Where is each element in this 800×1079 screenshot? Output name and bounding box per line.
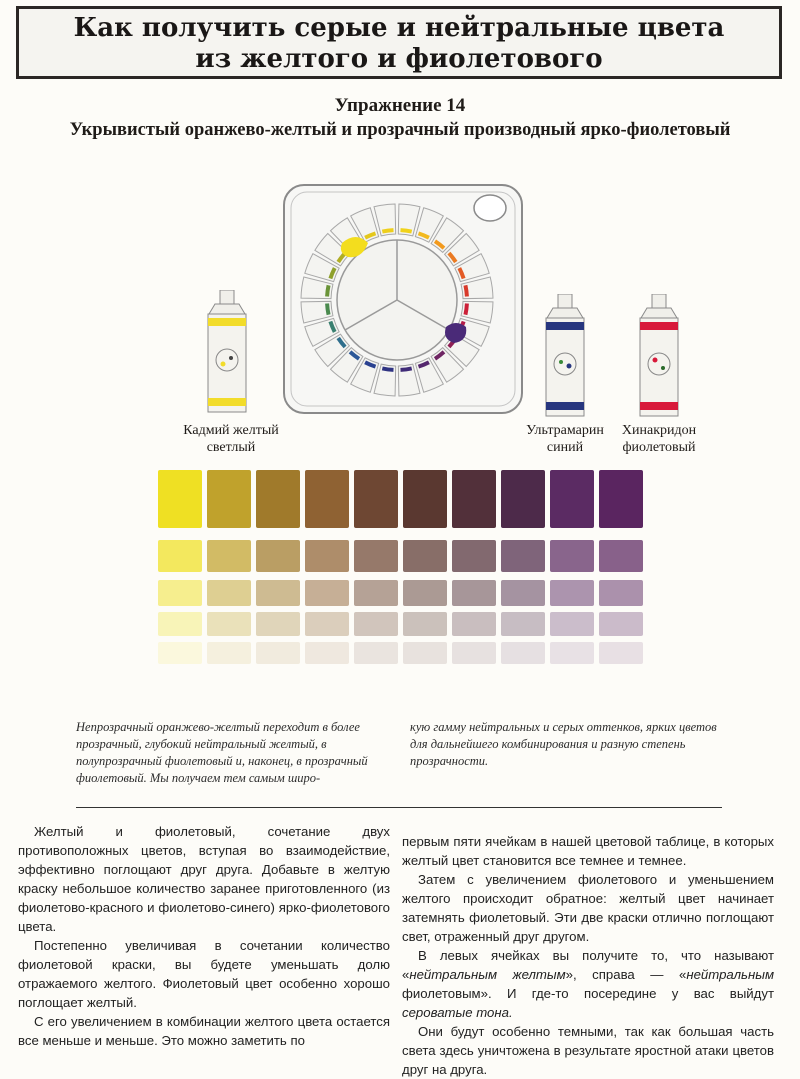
color-swatch: [403, 470, 447, 528]
caption-left: Непрозрачный оранжево-желтый переходит в более прозрачный, глубокий нейтральный желтый, в полупрозрачный фиолетовый и, наконец, в прозрачный фиолетовый. Мы получаем тем самым широ-: [76, 720, 368, 785]
color-swatch: [501, 470, 545, 528]
color-swatch: [403, 642, 447, 664]
page-title-line1: Как получить серые и нейтральные цвета: [73, 13, 725, 43]
exercise-number: Упражнение 14: [334, 95, 466, 116]
color-swatch: [158, 642, 202, 664]
color-swatch: [550, 540, 594, 572]
body-paragraph: Они будут особенно темными, так как большая часть света здесь уничтожена в результате яростной атаки цветов друг на друга.: [402, 1024, 774, 1077]
color-swatch: [599, 612, 643, 636]
color-swatch: [452, 540, 496, 572]
color-swatch: [207, 470, 251, 528]
color-swatch: [305, 642, 349, 664]
color-swatch: [501, 580, 545, 606]
color-swatch: [599, 580, 643, 606]
color-swatch: [256, 580, 300, 606]
color-swatch: [256, 642, 300, 664]
color-swatch: [599, 642, 643, 664]
body-paragraph: В левых ячейках вы получите то, что называют «нейтральным желтым», справа — «нейтральным фиолетовым». И где-то посередине у вас выйдут сероватые тона.: [402, 948, 774, 1020]
color-swatch-grid: [158, 470, 648, 690]
color-swatch: [501, 612, 545, 636]
section-divider: [76, 807, 722, 808]
color-swatch: [501, 540, 545, 572]
color-swatch: [599, 470, 643, 528]
color-swatch: [207, 540, 251, 572]
color-swatch: [354, 612, 398, 636]
body-paragraph: С его увеличением в комбинации желтого цвета остается все меньше и меньше. Это можно заметить по: [18, 1014, 390, 1048]
color-swatch: [599, 540, 643, 572]
color-swatch: [354, 540, 398, 572]
cadmium-yellow-label: Кадмий желтый светлый: [183, 423, 279, 455]
body-column-left: [18, 822, 390, 1050]
color-swatch: [550, 470, 594, 528]
color-swatch: [158, 540, 202, 572]
color-swatch: [403, 580, 447, 606]
ultramarine-blue-label: Ультрамарин синий: [526, 423, 604, 455]
caption-right: кую гамму нейтральных и серых оттенков, ярких цветов для дальнейшего комбинирования и разную степень прозрачности.: [410, 720, 717, 768]
color-swatch: [256, 612, 300, 636]
body-column-right: [402, 832, 774, 1079]
ultramarine-blue-tube: [541, 294, 589, 420]
color-swatch: [452, 470, 496, 528]
color-swatch: [452, 612, 496, 636]
color-swatch: [207, 580, 251, 606]
color-swatch: [305, 470, 349, 528]
color-swatch: [305, 580, 349, 606]
color-swatch: [452, 642, 496, 664]
color-swatch: [305, 540, 349, 572]
color-swatch: [452, 580, 496, 606]
color-swatch: [256, 470, 300, 528]
exercise-subtitle: Укрывистый оранжево-желтый и прозрачный производный ярко-фиолетовый: [69, 120, 731, 140]
color-swatch: [354, 580, 398, 606]
color-swatch: [403, 540, 447, 572]
body-paragraph: первым пяти ячейкам в нашей цветовой таблице, в которых желтый цвет становится все темнее и темнее.: [402, 834, 774, 868]
title-banner: [16, 6, 782, 79]
color-swatch: [403, 612, 447, 636]
color-swatch: [207, 612, 251, 636]
color-swatch: [158, 580, 202, 606]
color-swatch: [158, 470, 202, 528]
color-swatch: [256, 540, 300, 572]
body-paragraph: Желтый и фиолетовый, сочетание двух противоположных цветов, вступая во взаимодействие, эффективно поглощают друг друга. Добавьте в желтую краску небольшое количество заранее приготовленного (из фиолетово-красного и фиолетово-синего) ярко-фиолетового цвета.: [18, 824, 390, 934]
color-swatch: [550, 580, 594, 606]
color-swatch: [354, 470, 398, 528]
color-swatch: [550, 642, 594, 664]
quinacridone-violet-tube: [635, 294, 683, 420]
color-swatch: [501, 642, 545, 664]
page-title-line2: из желтого и фиолетового: [195, 44, 603, 74]
color-swatch: [158, 612, 202, 636]
quinacridone-violet-label: Хинакридон фиолетовый: [621, 423, 697, 455]
color-swatch: [550, 612, 594, 636]
body-paragraph: Постепенно увеличивая в сочетании количество фиолетовой краски, вы будете уменьшать долю отражаемого желтого. Фиолетовый цвет особенно хорошо поглощает желтый.: [18, 938, 390, 1010]
body-paragraph: Затем с увеличением фиолетового и уменьшением желтого происходит обратное: желтый цвет начинает затемнять фиолетовый. Эти две краски отлично поглощают свет, отраженный друг другом.: [402, 872, 774, 944]
cadmium-yellow-tube: [203, 290, 251, 416]
color-swatch: [354, 642, 398, 664]
color-swatch: [305, 612, 349, 636]
color-swatch: [207, 642, 251, 664]
mixing-palette-illustration: [282, 183, 524, 415]
